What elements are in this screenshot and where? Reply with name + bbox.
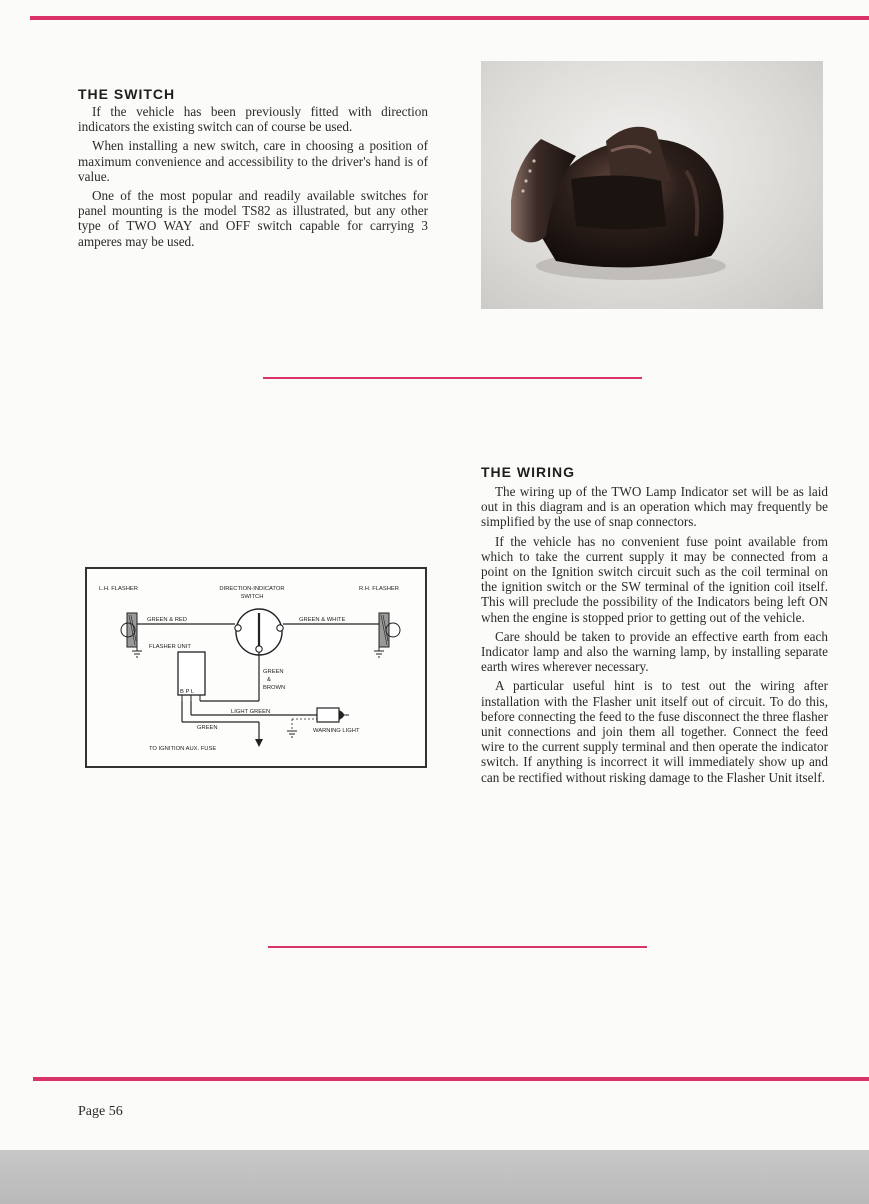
lh-earth-icon xyxy=(132,651,142,657)
label-switch-line1: DIRECTION-INDICATOR xyxy=(219,586,285,592)
label-ignition-fuse: TO IGNITION AUX. FUSE xyxy=(149,746,217,752)
wiring-paragraph-1: The wiring up of the TWO Lamp Indicator set will be as laid out in this diagram and is an operation which may frequently be simplified by the use of snap connectors. xyxy=(481,484,828,530)
wiring-paragraph-2: If the vehicle has no convenient fuse point available from which to take the current supply it may be connected from a point on the Ignition switch circuit such as the coil terminal on the ignition switch or the SW terminal of the ignition coil itself. This will preclude the possibility of the Indicators being left ON when the engine is stopped prior to getting out of the vehicle. xyxy=(481,533,828,625)
section-rule-1 xyxy=(263,377,642,379)
label-lh-flasher: L.H. FLASHER xyxy=(99,586,138,592)
label-green-red: GREEN & RED xyxy=(147,617,187,623)
label-green-white: GREEN & WHITE xyxy=(299,617,346,623)
label-green-1: GREEN xyxy=(263,669,284,675)
label-light-green: LIGHT GREEN xyxy=(231,709,271,715)
warning-light-icon xyxy=(317,708,349,722)
scan-footer-band xyxy=(0,1150,869,1204)
switch-photo xyxy=(481,61,823,309)
wiring-text xyxy=(481,484,828,789)
arrow-down-icon xyxy=(255,739,263,747)
label-amp: & xyxy=(267,677,271,683)
label-green-2: GREEN xyxy=(197,725,218,731)
lh-lamp-icon xyxy=(121,613,137,647)
bottom-rule xyxy=(33,1077,869,1081)
wiring-diagram xyxy=(85,567,427,768)
label-terminals: B P L xyxy=(180,689,195,695)
wiring-heading: THE WIRING xyxy=(481,464,575,480)
warning-earth-icon xyxy=(287,731,297,737)
section-rule-2 xyxy=(268,946,647,948)
page-number: Page 56 xyxy=(78,1104,123,1119)
switch-paragraph-2: When installing a new switch, care in choosing a position of maximum convenience and accessibility to the driver's hand is of value. xyxy=(78,138,428,184)
switch-text xyxy=(78,104,428,253)
label-flasher-unit: FLASHER UNIT xyxy=(149,644,191,650)
switch-heading: THE SWITCH xyxy=(78,86,176,102)
label-switch-line2: SWITCH xyxy=(240,594,264,600)
indicator-switch-icon xyxy=(235,609,283,655)
top-rule xyxy=(30,16,869,20)
rh-lamp-icon xyxy=(379,613,400,647)
switch-paragraph-1: If the vehicle has been previously fitted with direction indicators the existing switch can of course be used. xyxy=(78,104,428,135)
label-warning-light: WARNING LIGHT xyxy=(313,728,360,734)
rh-earth-icon xyxy=(374,651,384,657)
switch-paragraph-3: One of the most popular and readily available switches for panel mounting is the model TS82 as illustrated, but any other type of TWO WAY and OFF switch capable for carrying 3 amperes may be used. xyxy=(78,188,428,249)
label-rh-flasher: R.H. FLASHER xyxy=(359,586,399,592)
wiring-paragraph-4: A particular useful hint is to test out the wiring after installation with the Flasher unit itself out of circuit. To do this, before connecting the feed to the fuse disconnect the three flasher unit connections and join them all together. Connect the feed wire to the current supply terminal and then operate the indicator switch. If anything is incorrect it will immediately show up and can be rectified without risking damage to the Flasher Unit itself. xyxy=(481,678,828,785)
wiring-paragraph-3: Care should be taken to provide an effective earth from each Indicator lamp and also the warning lamp, by installing separate earth wires wherever necessary. xyxy=(481,628,828,675)
label-brown: BROWN xyxy=(263,685,286,691)
